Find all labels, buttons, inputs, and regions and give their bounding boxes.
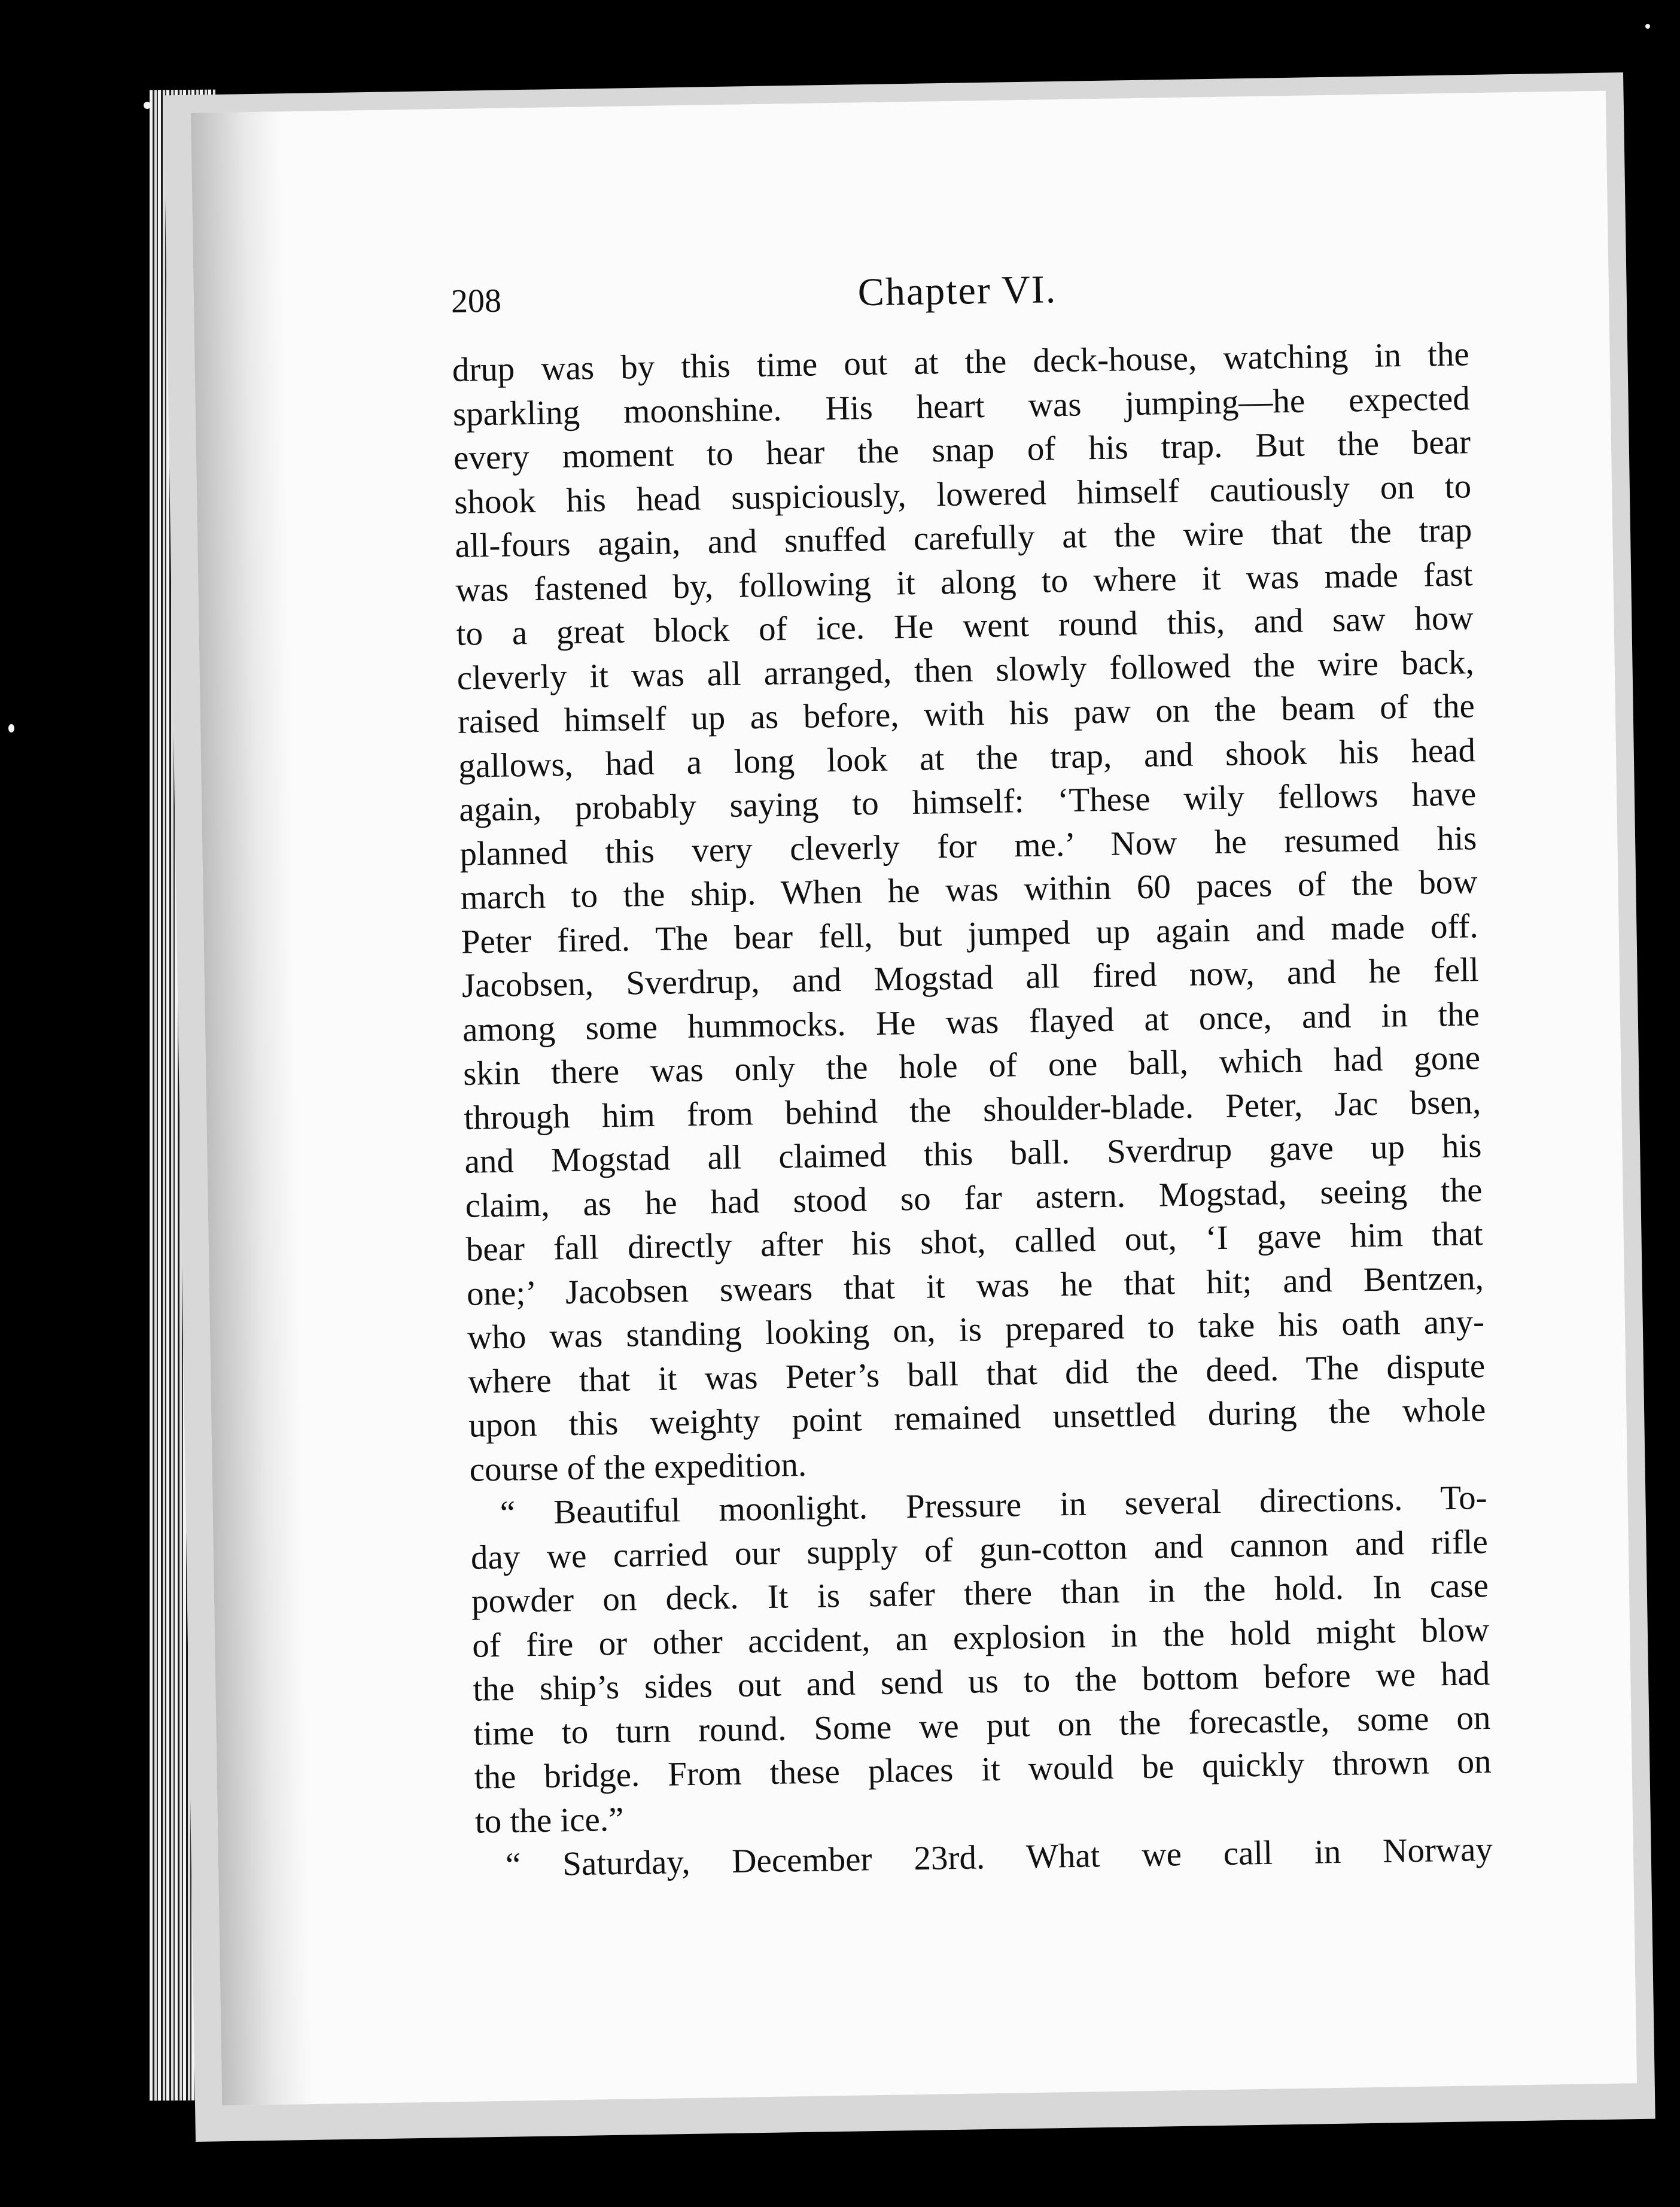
text-line: of fire or other accident, an explosion in the hold might blow	[471, 1610, 1490, 1665]
text-line: skin there was only the hole of one ball, which had gone	[462, 1039, 1481, 1093]
text-line: drup was by this time out at the deck-house, watching in the	[452, 335, 1470, 389]
text-line: sparkling moonshine. His heart was jumping—he expected	[452, 379, 1471, 433]
text-line: march to the ship. When he was within 60 paces of the bow	[460, 863, 1478, 917]
text-line: claim, as he had stood so far astern. Mogstad, seeing the	[465, 1171, 1483, 1225]
page-number: 208	[451, 282, 502, 320]
text-line: again, probably saying to himself: ‘These wily fellows have	[458, 775, 1477, 829]
text-line: bear fall directly after his shot, called out, ‘I gave him that	[465, 1215, 1484, 1269]
text-line: the bridge. From these places it would be quickly thrown on	[474, 1742, 1492, 1796]
book-page	[191, 91, 1637, 2106]
text-line: to a great block of ice. He went round this, and saw how	[456, 599, 1474, 653]
scan-speck	[8, 724, 14, 732]
text-line: where that it was Peter’s ball that did the deed. The dispute	[467, 1346, 1486, 1401]
text-line: and Mogstad all claimed this ball. Sverdrup gave up his	[464, 1127, 1482, 1181]
text-line: one;’ Jacobsen swears that it was he that hit; and Bentzen,	[466, 1258, 1484, 1313]
body-text	[452, 332, 1493, 1887]
text-line: raised himself up as before, with his paw on the beam of the	[457, 687, 1475, 741]
running-head	[451, 260, 1468, 330]
text-line: Jacobsen, Sverdrup, and Mogstad all fired now, and he fell	[461, 951, 1480, 1005]
text-line: powder on deck. It is safer there than in the hold. In case	[471, 1567, 1489, 1621]
scan-speck	[1645, 24, 1650, 29]
text-line: cleverly it was all arranged, then slowly followed the wire back,	[456, 643, 1475, 697]
text-line: to the ice.”	[474, 1800, 624, 1841]
text-line: Peter fired. The bear fell, but jumped up again and made off.	[461, 907, 1479, 961]
text-line: upon this weighty point remained unsettled during the whole	[468, 1391, 1486, 1445]
scan-speck	[144, 102, 151, 109]
text-line: through him from behind the shoulder-blade. Peter, Jac bsen,	[463, 1083, 1481, 1137]
text-line: all-fours again, and snuffed carefully at the wire that the trap	[454, 511, 1472, 565]
text-line: planned this very cleverly for me.’ Now he resumed his	[459, 819, 1477, 873]
text-line: “ Beautiful moonlight. Pressure in several directions. To-	[500, 1479, 1488, 1532]
text-line: every moment to hear the snap of his trap. But the bear	[453, 423, 1471, 477]
text-line: time to turn round. Some we put on the forecastle, some on	[473, 1698, 1491, 1753]
text-line: day we carried our supply of gun-cotton and cannon and rifle	[470, 1522, 1489, 1577]
text-line: the ship’s sides out and send us to the bottom before we had	[472, 1655, 1490, 1709]
text-line: was fastened by, following it along to where it was made fast	[455, 555, 1473, 609]
text-line: among some hummocks. He was flayed at once, and in the	[462, 995, 1480, 1049]
text-line: gallows, had a long look at the trap, and shook his head	[458, 731, 1476, 785]
text-line: “ Saturday, December 23rd. What we call in Norway	[505, 1830, 1493, 1884]
chapter-title: Chapter VI.	[857, 267, 1057, 315]
text-line: who was standing looking on, is prepared to take his oath any-	[467, 1303, 1485, 1357]
text-line: course of the expedition.	[469, 1445, 807, 1489]
text-line: shook his head suspiciously, lowered himself cautiously on to	[454, 467, 1472, 521]
